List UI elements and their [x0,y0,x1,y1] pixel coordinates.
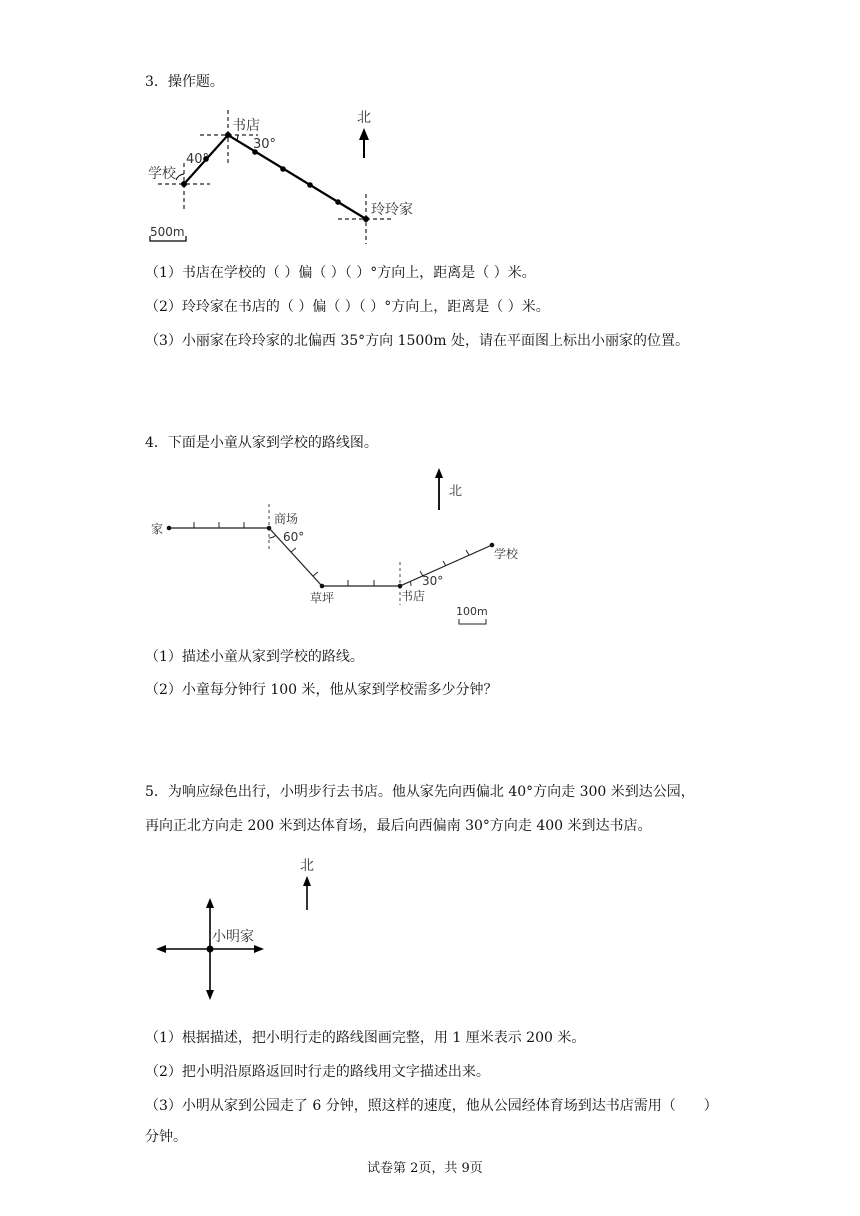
q3-label-school: 学校 [148,166,176,182]
q5-item-2: （2）把小明沿原路返回时行走的路线用文字描述出来。 [145,1064,490,1080]
q4-point-home [167,526,172,531]
q5-point-home [207,946,214,953]
q5-label-home: 小明家 [212,929,254,945]
q5-diagram [0,850,860,1010]
q4-route-line [169,528,492,586]
q4-diagram [0,460,860,630]
q3-point [280,166,286,172]
q4-label-lawn: 草坪 [310,591,335,605]
q5-item-3-cont: 分钟。 [145,1129,187,1145]
q5-item-1: （1）根据描述，把小明行走的路线图画完整，用 1 厘米表示 200 米。 [145,1030,586,1046]
q4-item-1: （1）描述小童从家到学校的路线。 [145,649,364,665]
q5-line-1: 5．为响应绿色出行，小明步行去书店。他从家先向西偏北 40°方向走 300 米到达公园， [145,784,695,800]
q4-point-bookstore [398,584,403,589]
q3-point-home [363,216,369,222]
q3-point [307,182,313,188]
q4-label-bookstore: 书店 [401,589,426,603]
q5-arrow-left-icon [156,945,166,953]
q4-heading: 4．下面是小童从家到学校的路线图。 [145,435,378,451]
q3-heading: 3．操作题。 [145,74,224,90]
q4-angle-a: 60° [283,530,305,544]
q4-point-lawn [320,584,325,589]
q4-label-mall: 商场 [274,512,299,526]
q4-point-mall [267,526,272,531]
q4-item-2: （2）小童每分钟行 100 米，他从家到学校需多少分钟？ [145,682,498,698]
q3-diagram [0,105,860,245]
q3-label-bookstore: 书店 [232,118,260,134]
q5-north-arrow-icon [303,876,311,886]
q3-item-1: （1）书店在学校的（ ）偏（ ）（ ）°方向上，距离是（ ）米。 [145,265,536,281]
q3-point-school [181,181,187,187]
q4-angle-arc-a [269,535,276,538]
q3-angle-arc-a [176,174,184,180]
q4-label-school: 学校 [494,547,519,561]
q4-scale-bar [459,619,486,624]
q5-arrow-right-icon [254,945,264,953]
q3-north-label: 北 [357,110,371,126]
q5-arrow-up-icon [206,898,214,908]
q4-label-home: 家 [151,522,164,536]
q5-north-label: 北 [300,858,314,874]
q3-angle-a: 40° [186,152,210,167]
q3-point-bookstore [225,132,231,138]
q3-item-2: （2）玲玲家在书店的（ ）偏（ ）（ ）°方向上，距离是（ ）米。 [145,299,550,315]
q4-angle-b: 30° [422,574,444,588]
q4-scale-label: 100m [456,605,488,618]
q5-line-2: 再向正北方向走 200 米到达体育场，最后向西偏南 30°方向走 400 米到达书店。 [145,818,652,834]
page-footer: 试卷第 2页，共 9页 [367,1161,483,1176]
q3-scale-label: 500m [150,225,185,239]
q3-north-arrow-icon [359,128,369,140]
q3-point [335,199,341,205]
q4-north-label: 北 [449,484,463,499]
q3-label-home: 玲玲家 [371,202,413,218]
q5-item-3: （3）小明从家到公园走了 6 分钟，照这样的速度，他从公园经体育场到达书店需用（ ） [145,1098,718,1114]
q4-north-arrow-icon [435,468,443,478]
q5-arrow-down-icon [206,990,214,1000]
q3-angle-b: 30° [253,137,277,152]
q3-item-3: （3）小丽家在玲玲家的北偏西 35°方向 1500m 处，请在平面图上标出小丽家的位置。 [145,333,689,349]
